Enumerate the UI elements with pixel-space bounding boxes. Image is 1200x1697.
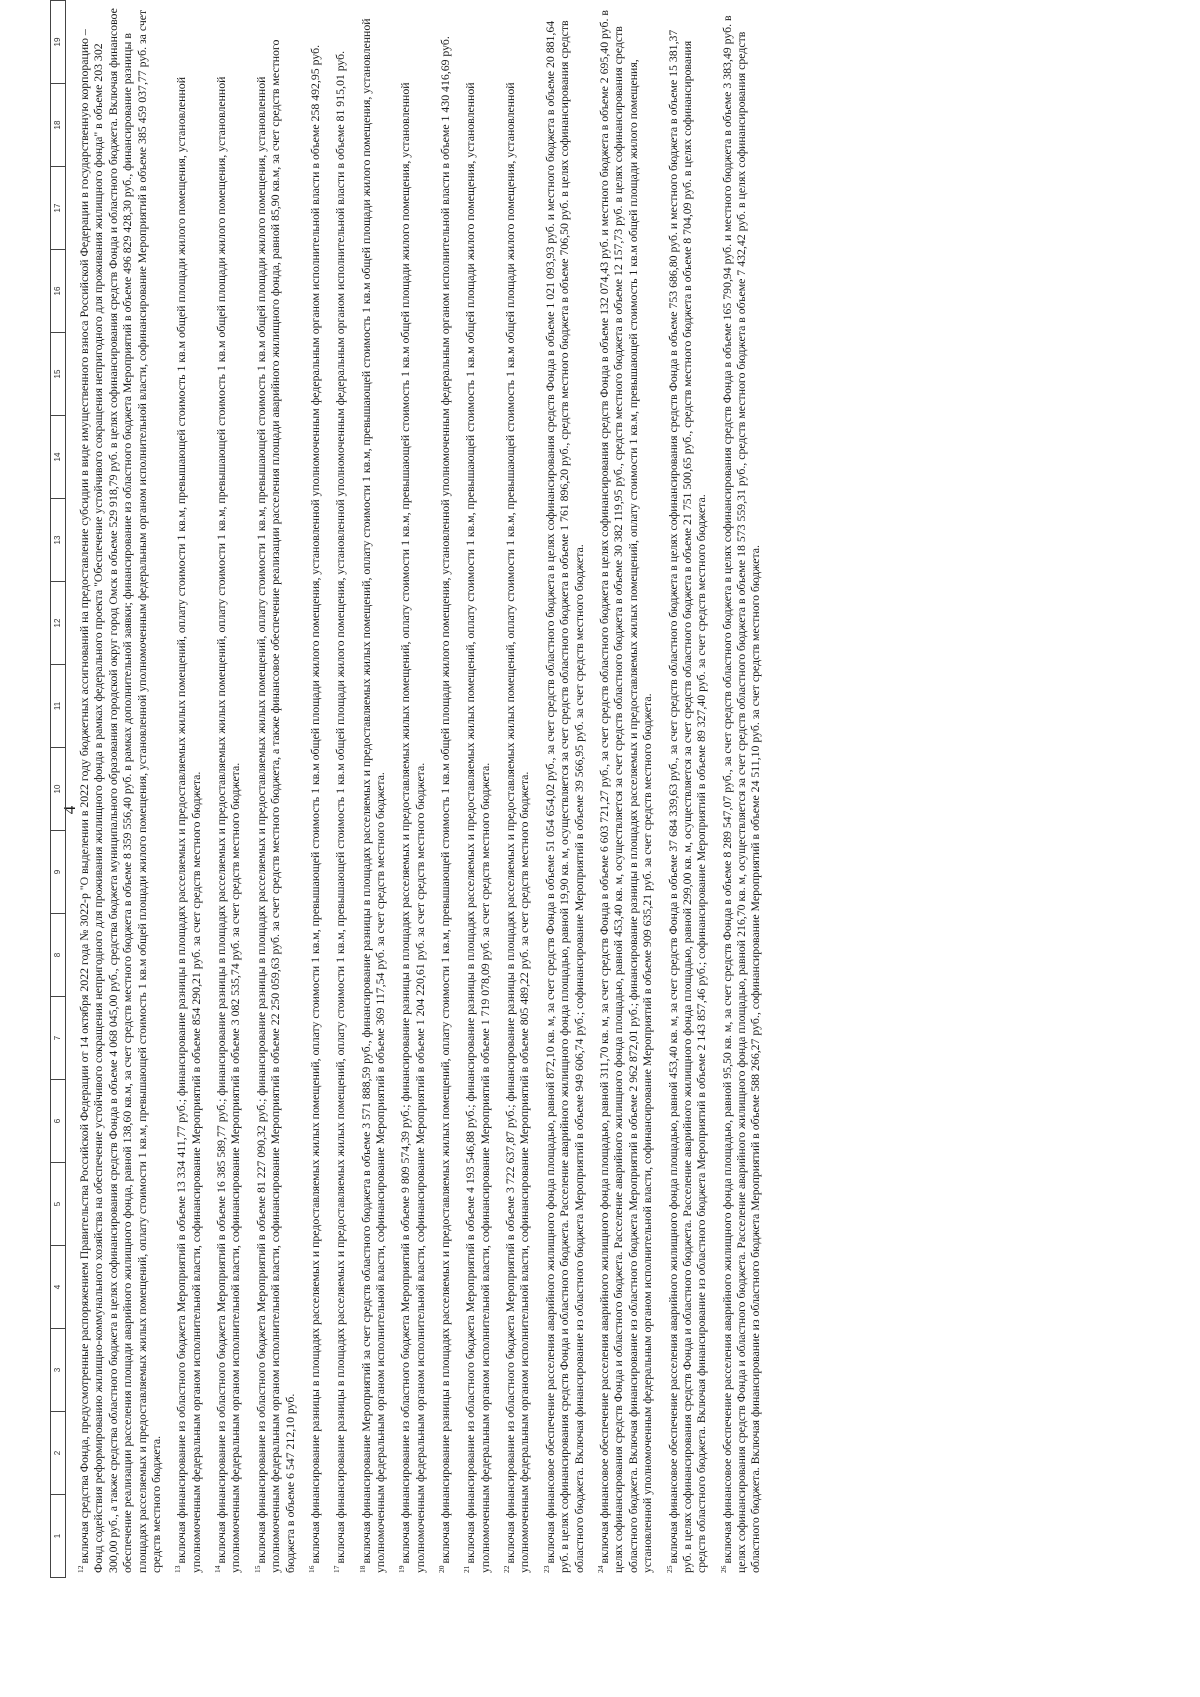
footnote [356,8,388,1573]
footnote-number: 14 [213,1565,223,1573]
footnote-text: включая финансовое обеспечение расселения аварийного жилищного фонда площадью, равной 95,50 кв. м, за счет средств Фонда в объеме 8 289 547,07 руб., за счет средств областного бюджета в целях софинансирования средств Фонда в объеме 165 790,94 руб. и местного бюджета в объеме 3 383,49 руб. в целях софинансирования средств Фонда и областного бюджета. Расселение аварийного жилищного фонда площадью, равной 216,70 кв. м, осуществляется за счет средств областного бюджета в объеме 18 573 559,31 руб., средств местного бюджета в объеме 7 432,42 руб. в целях софинансирования средств областного бюджета. Включая финансирование из областного бюджета Мероприятий в объеме 588 266,27 руб., софинансирование Мероприятий в объеме 24 511,10 руб. за счет средств местного бюджета. [719,15,763,1573]
footnote-number: 18 [357,1565,367,1573]
footnote-number: 26 [718,1565,728,1573]
footnote-number: 13 [173,1565,183,1573]
footnote-number: 20 [437,1565,447,1573]
footnote [663,8,709,1573]
column-number-cell: 3 [51,1328,65,1411]
footnote-text: включая средства Фонда, предусмотренные распоряжением Правительства Российской Федерации от 14 октября 2022 года № 3022-р "О выделении в 2022 году бюджетных ассигнований на предоставление субсидии в виде имущественного взноса Российской Федерации в государственную корпорацию – Фонд содействия реформированию жилищно-коммунального хозяйства на обеспечение устойчивого сокращения непригодного для проживания жилищного фонда в рамках федерального проекта "Обеспечение устойчивого сокращения непригодного для проживания жилищного фонда" в объеме 203 302 300,00 руб., а также средства областного бюджета в целях софинансирования средств Фонда в объеме 4 068 045,00 руб., средства бюджета муниципального образования городской округ город Омск в объеме 529 918,79 руб. в целях софинансирования средств Фонда и областного бюджета. Включая финансовое обеспечение реализации расселения площади аварийного жилищного фонда, равной 138,60 кв.м, за счет средств местного бюджета в объеме 8 359 556,40 руб. в рамках дополнительной заявки; финансирование из областного бюджета Мероприятий в объеме 496 829 428,30 руб., финансирование разницы в площадях расселяемых и предоставляемых жилых помещений, оплату стоимости 1 кв.м, превышающей стоимость 1 кв.м общей площади жилого помещения, установленной уполномоченным федеральным органом исполнительной власти, софинансирование Мероприятий в объеме 385 459 037,77 руб. за счет средств местного бюджета. [76,8,163,1573]
footnote [211,8,243,1573]
footnote-text: включая финансирование из областного бюджета Мероприятий в объеме 16 385 589,77 руб.; финансирование разницы в площадях расселяемых и предоставляемых жилых помещений, оплату стоимости 1 кв.м, превышающей стоимость 1 кв.м общей площади жилого помещения, установленной уполномоченным федеральным органом исполнительной власти, софинансирование Мероприятий в объеме 3 082 535,74 руб. за счет средств местного бюджета. [214,76,243,1573]
footnote [500,8,532,1573]
column-number-cell: 13 [51,498,65,581]
footnote-number: 12 [76,1565,85,1573]
footnote-text: включая финансирование разницы в площадях расселяемых и предоставляемых жилых помещений, оплату стоимости 1 кв.м, превышающей стоимость 1 кв.м общей площади жилого помещения, установленной уполномоченным федеральным органом исполнительной власти в объеме 258 492,95 руб. [307,44,322,1564]
footnote-number: 16 [306,1565,316,1573]
footnote-number: 19 [397,1565,407,1573]
column-number-cell: 1 [51,1494,65,1577]
footnote [717,8,763,1573]
column-number-cell: 16 [51,249,65,332]
footnote [395,8,427,1573]
footnote-number: 24 [596,1565,606,1573]
footnote-text: включая финансирование Мероприятий за счет средств областного бюджета в объеме 3 571 888,59 руб., финансирование разницы в площадях расселяемых и предоставляемых жилых помещений, оплату стоимости 1 кв.м, превышающей стоимость 1 кв.м общей площади жилого помещения, установленной уполномоченным федеральным органом исполнительной власти, софинансирование Мероприятий в объеме 369 117,54 руб. за счет средств местного бюджета. [358,18,387,1573]
footnotes-block [74,8,1118,1573]
footnote [171,8,203,1573]
column-number-cell: 9 [51,830,65,913]
column-number-cell: 19 [53,37,62,47]
column-number-cell: 11 [51,664,65,747]
footnote-text: включая финансирование из областного бюджета Мероприятий в объеме 3 722 637,87 руб.; финансирование разницы в площадях расселяемых и предоставляемых жилых помещений, оплату стоимости 1 кв.м, превышающей стоимость 1 кв.м общей площади жилого помещения, установленной уполномоченным федеральным органом исполнительной власти, софинансирование Мероприятий в объеме 805 489,22 руб. за счет средств местного бюджета. [503,82,532,1573]
column-number-cell: 10 [51,747,65,830]
footnote [74,8,163,1573]
footnote-text: включая финансирование из областного бюджета Мероприятий в объеме 81 227 090,32 руб.; финансирование разницы в площадях расселяемых и предоставляемых жилых помещений, оплату стоимости 1 кв.м, превышающей стоимость 1 кв.м общей площади жилого помещения, установленной уполномоченным федеральным органом исполнительной власти, софинансирование Мероприятий в объеме 22 250 059,63 руб. за счет средств местного бюджета, а также финансовое обеспечение реализации расселения площади аварийного жилищного фонда, равной 85,90 кв.м, за счет средств местного бюджета в объеме 6 547 212,10 руб. [253,39,297,1573]
footnote-number: 22 [502,1565,512,1573]
footnote-number: 25 [664,1565,674,1573]
table-column-numbers-header [50,0,66,1578]
footnote-number: 17 [332,1565,342,1573]
column-number-cell: 6 [51,1079,65,1162]
column-number-cell: 4 [51,1245,65,1328]
footnote-text: включая финансирование из областного бюджета Мероприятий в объеме 13 334 411,77 руб.; финансирование разницы в площадях расселяемых и предоставляемых жилых помещений, оплату стоимости 1 кв.м, превышающей стоимость 1 кв.м общей площади жилого помещения, установленной уполномоченным федеральным органом исполнительной власти, софинансирование Мероприятий в объеме 854 290,21 руб. за счет средств местного бюджета. [174,76,203,1573]
footnote-text: включая финансовое обеспечение расселения аварийного жилищного фонда площадью, равной 311,70 кв. м, за счет средств Фонда в объеме 6 603 721,27 руб., за счет средств областного бюджета в целях софинансирования средств Фонда в объеме 132 074,43 руб. и местного бюджета в объеме 2 695,40 руб. в целях софинансирования средств Фонда и областного бюджета. Расселение аварийного жилищного фонда площадью, равной 453,40 кв. м, осуществляется за счет средств областного бюджета в объеме 30 382 119,95 руб., средств местного бюджета в объеме 12 157,73 руб. в целях софинансирования средств областного бюджета. Включая финансирование из областного бюджета Мероприятий в объеме 2 962 872,01 руб.; финансирование разницы в площадях расселяемых и предоставляемых жилых помещений, оплату стоимости 1 кв.м, превышающей стоимость 1 кв.м общей площади жилого помещения, установленной уполномоченным федеральным органом исполнительной власти, софинансирование Мероприятий в объеме 909 635,21 руб. за счет средств местного бюджета. [596,10,655,1573]
footnote [435,8,452,1573]
footnote [305,8,322,1573]
footnote-text: включая финансовое обеспечение расселения аварийного жилищного фонда площадью, равной 872,10 кв. м, за счет средств Фонда в объеме 51 054 654,02 руб., за счет средств областного бюджета в целях софинансирования средств Фонда в объеме 1 021 093,93 руб. и местного бюджета в объеме 20 881,64 руб. в целях софинансирования средств Фонда и областного бюджета. Расселение аварийного жилищного фонда площадью, равной 19,90 кв. м, осуществляется за счет средств областного бюджета в объеме 1 761 896,20 руб., средств местного бюджета в объеме 706,50 руб. в целях софинансирования средств областного бюджета. Включая финансирование из областного бюджета Мероприятий в объеме 949 606,74 руб.; софинансирование Мероприятий в объеме 39 566,95 руб. за счет средств местного бюджета. [542,20,586,1573]
footnote-text: включая финансирование из областного бюджета Мероприятий в объеме 9 809 574,39 руб.; финансирование разницы в площадях расселяемых и предоставляемых жилых помещений, оплату стоимости 1 кв.м, превышающей стоимость 1 кв.м общей площади жилого помещения, установленной уполномоченным федеральным органом исполнительной власти, софинансирование Мероприятий в объеме 1 204 220,61 руб. за счет средств местного бюджета. [398,82,427,1573]
column-number-cell: 17 [51,166,65,249]
footnote-text: включая финансовое обеспечение расселения аварийного жилищного фонда площадью, равной 453,40 кв. м, за счет средств Фонда в объеме 37 684 339,63 руб., за счет средств областного бюджета в целях софинансирования средств Фонда в объеме 753 686,80 руб. и местного бюджета в объеме 15 381,37 руб. в целях софинансирования средств Фонда и областного бюджета. Расселение аварийного жилищного фонда площадью, равной 299,00 кв. м, осуществляется за счет средств областного бюджета в объеме 21 751 500,65 руб., средств местного бюджета в объеме 8 704,09 руб. в целях софинансирования средств областного бюджета. Включая финансирование из областного бюджета Мероприятий в объеме 2 143 857,46 руб.; софинансирование Мероприятий в объеме 89 327,40 руб. за счет средств местного бюджета. [665,29,709,1573]
column-number-cell: 7 [51,996,65,1079]
footnote [460,8,492,1573]
footnote [251,8,297,1573]
footnote-text: включая финансирование из областного бюджета Мероприятий в объеме 4 193 546,88 руб.; финансирование разницы в площадях расселяемых и предоставляемых жилых помещений, оплату стоимости 1 кв.м, превышающей стоимость 1 кв.м общей площади жилого помещения, установленной уполномоченным федеральным органом исполнительной власти, софинансирование Мероприятий в объеме 1 719 078,09 руб. за счет средств местного бюджета. [463,82,492,1573]
footnote [594,8,655,1573]
footnote-text: включая финансирование разницы в площадях расселяемых и предоставляемых жилых помещений, оплату стоимости 1 кв.м, превышающей стоимость 1 кв.м общей площади жилого помещения, установленной уполномоченным федеральным органом исполнительной власти в объеме 1 430 416,69 руб. [438,36,453,1564]
footnote-text: включая финансирование разницы в площадях расселяемых и предоставляемых жилых помещений, оплату стоимости 1 кв.м, превышающей стоимость 1 кв.м общей площади жилого помещения, установленной уполномоченным федеральным органом исполнительной власти в объеме 81 915,01 руб. [333,50,348,1564]
footnote [540,8,586,1573]
footnote-number: 15 [252,1565,262,1573]
column-number-cell: 8 [51,913,65,996]
page-number: 4 [60,805,79,815]
footnote [330,8,347,1573]
column-number-cell: 5 [51,1162,65,1245]
footnote-number: 21 [462,1565,472,1573]
column-number-cell: 12 [51,581,65,664]
column-number-cell: 2 [51,1411,65,1494]
footnote-number: 23 [541,1565,551,1573]
column-number-cell: 15 [51,332,65,415]
column-number-cell: 14 [51,415,65,498]
column-number-cell: 18 [51,83,65,166]
